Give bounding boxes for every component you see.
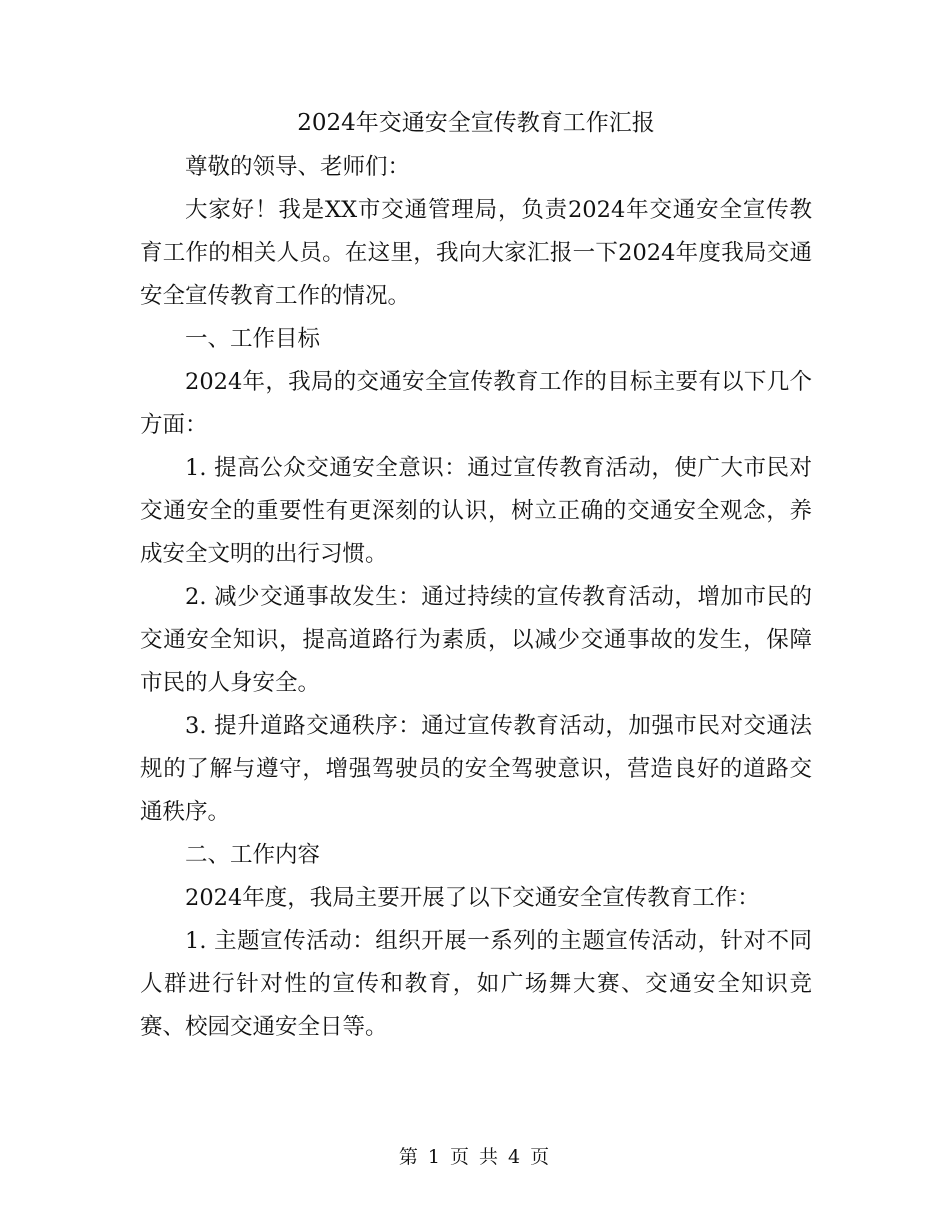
content-item-1: 1. 主题宣传活动：组织开展一系列的主题宣传活动，针对不同人群进行针对性的宣传和教育，如广场舞大赛、交通安全知识竞赛、校园交通安全日等。: [140, 928, 812, 1040]
intro-paragraph: 大家好！我是XX市交通管理局，负责2024年交通安全宣传教育工作的相关人员。在这里，我向大家汇报一下2024年度我局交通安全宣传教育工作的情况。: [140, 197, 812, 309]
section-heading-goals: 一、工作目标: [185, 326, 321, 352]
greeting-paragraph: 尊敬的领导、老师们：: [185, 154, 411, 180]
document-body: [140, 100, 812, 1049]
goals-intro-paragraph: 2024年，我局的交通安全宣传教育工作的目标主要有以下几个方面：: [140, 369, 812, 438]
goal-item-2: 2. 减少交通事故发生：通过持续的宣传教育活动，增加市民的交通安全知识，提高道路行为素质，以减少交通事故的发生，保障市民的人身安全。: [140, 584, 812, 696]
document-title: 2024年交通安全宣传教育工作汇报: [297, 110, 655, 136]
content-intro-paragraph: 2024年度，我局主要开展了以下交通安全宣传教育工作：: [185, 885, 760, 911]
goal-item-3: 3. 提升道路交通秩序：通过宣传教育活动，加强市民对交通法规的了解与遵守，增强驾驶员的安全驾驶意识，营造良好的道路交通秩序。: [140, 713, 812, 825]
page-number-footer: 第 1 页 共 4 页: [398, 1146, 552, 1168]
goal-item-1: 1. 提高公众交通安全意识：通过宣传教育活动，使广大市民对交通安全的重要性有更深刻的认识，树立正确的交通安全观念，养成安全文明的出行习惯。: [140, 455, 812, 567]
section-heading-content: 二、工作内容: [185, 842, 321, 868]
